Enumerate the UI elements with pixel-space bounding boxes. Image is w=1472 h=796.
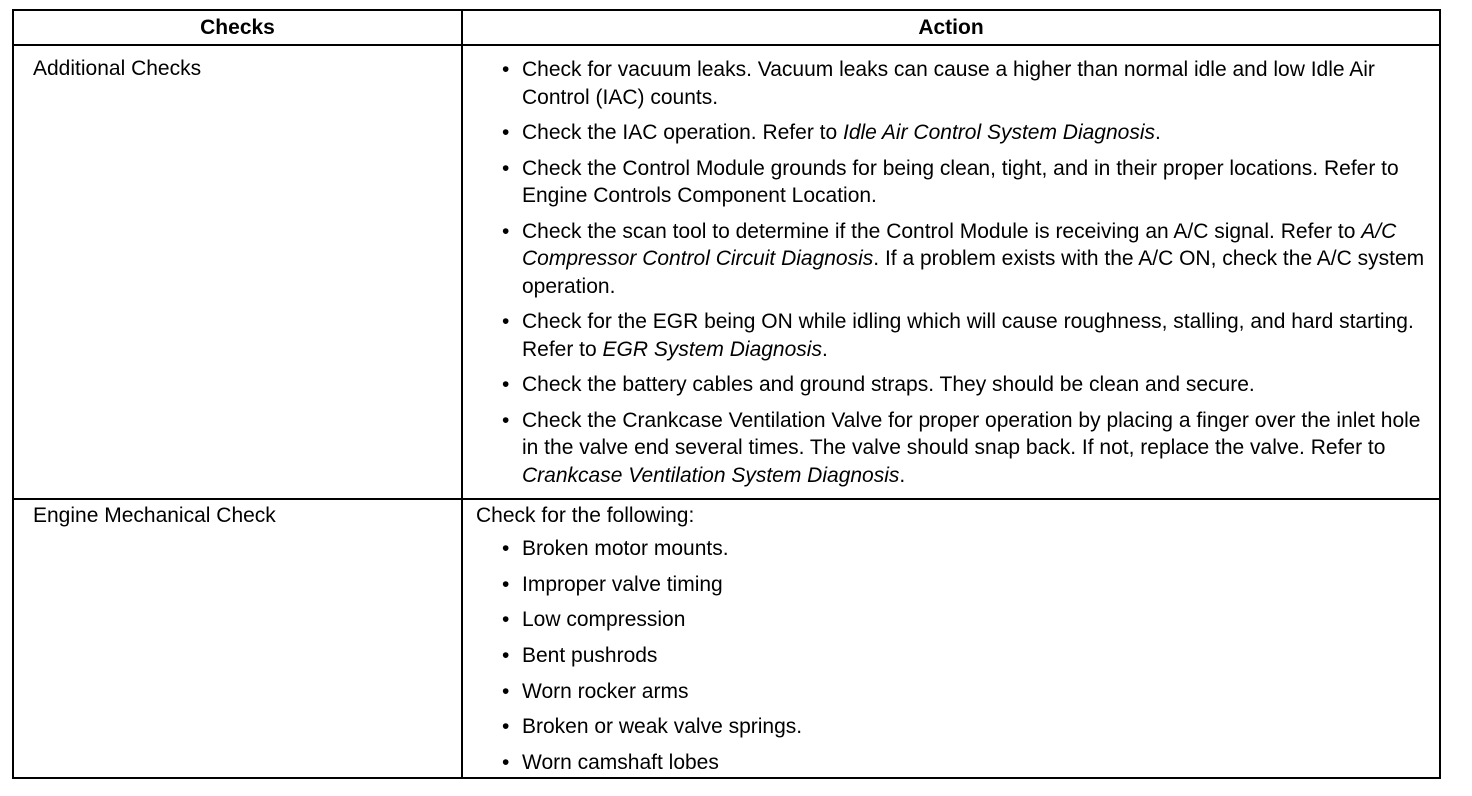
item-text: .: [821, 337, 828, 361]
reference-link-text: EGR System Diagnosis: [602, 337, 822, 361]
item-text: Check for the EGR being ON while idling which will cause roughness, stalling, and hard starting. Refer to: [522, 310, 1414, 361]
bullet-icon: •: [502, 156, 510, 180]
bullet-icon: •: [502, 219, 510, 243]
action-cell: [476, 503, 1431, 785]
list-item: [476, 642, 1431, 670]
item-text: Check the Crankcase Ventilation Valve for proper operation by placing a finger over the inlet hole in the valve end several times. The valve should snap back. If not, replace the valve. Refer to: [522, 408, 1421, 459]
bullet-icon: •: [502, 715, 510, 739]
list-item: [476, 218, 1431, 301]
item-text: Improper valve timing: [522, 572, 723, 596]
table-header: [14, 11, 1439, 46]
reference-link-text: Idle Air Control System Diagnosis: [843, 121, 1156, 144]
row-divider: [14, 498, 1439, 500]
item-text: Broken or weak valve springs.: [522, 715, 803, 739]
bullet-icon: •: [502, 408, 510, 432]
item-text: Broken motor mounts.: [522, 537, 729, 560]
column-divider: [461, 11, 463, 777]
list-item: [476, 371, 1431, 399]
action-cell: [476, 56, 1431, 497]
bullet-icon: •: [502, 572, 510, 596]
item-text: Check the scan tool to determine if the Control Module is receiving an A/C signal. Refer to: [522, 219, 1362, 243]
checks-action-table: [12, 9, 1441, 779]
list-item: [476, 749, 1431, 777]
reference-link-text: A/C Compressor Control Circuit Diagnosis: [522, 219, 1397, 270]
list-item: [476, 571, 1431, 599]
header-action: Action: [918, 16, 984, 39]
item-text: Bent pushrods: [522, 644, 658, 668]
bullet-icon: •: [502, 373, 510, 396]
item-text: Low compression: [522, 608, 686, 632]
list-item: [476, 535, 1431, 563]
item-text: .: [899, 463, 906, 487]
list-item: [476, 678, 1431, 706]
bullet-icon: •: [502, 58, 510, 81]
check-label: Engine Mechanical Check: [33, 504, 276, 527]
header-checks: Checks: [200, 16, 275, 39]
reference-link-text: Crankcase Ventilation System Diagnosis: [522, 463, 900, 487]
bullet-icon: •: [502, 608, 510, 632]
item-text: Check the battery cables and ground straps. They should be clean and secure.: [522, 373, 1255, 396]
list-item: [476, 407, 1431, 490]
list-item: [476, 606, 1431, 634]
action-intro: Check for the following:: [476, 504, 695, 527]
item-text: . If a problem exists with the A/C ON, check the A/C system operation.: [522, 247, 1425, 298]
list-item: [476, 119, 1431, 147]
bullet-icon: •: [502, 310, 510, 333]
bullet-icon: •: [502, 537, 510, 560]
item-text: .: [1155, 121, 1161, 144]
item-text: Check the Control Module grounds for being clean, tight, and in their proper locations. Refer to Engine Controls Component Location.: [522, 156, 1399, 207]
bullet-icon: •: [502, 121, 510, 144]
bullet-icon: •: [502, 751, 510, 775]
item-text: Worn camshaft lobes: [522, 751, 719, 775]
action-list: [476, 535, 1431, 777]
list-item: [476, 56, 1431, 111]
list-item: [476, 308, 1431, 363]
item-text: Check the IAC operation. Refer to: [522, 121, 843, 144]
bullet-icon: •: [502, 644, 510, 668]
action-list: [476, 56, 1431, 489]
check-label: Additional Checks: [33, 57, 202, 80]
bullet-icon: •: [502, 679, 510, 703]
list-item: [476, 713, 1431, 741]
item-text: Check for vacuum leaks. Vacuum leaks can cause a higher than normal idle and low Idle Air Control (IAC) counts.: [522, 58, 1375, 109]
item-text: Worn rocker arms: [522, 679, 689, 703]
list-item: [476, 155, 1431, 210]
